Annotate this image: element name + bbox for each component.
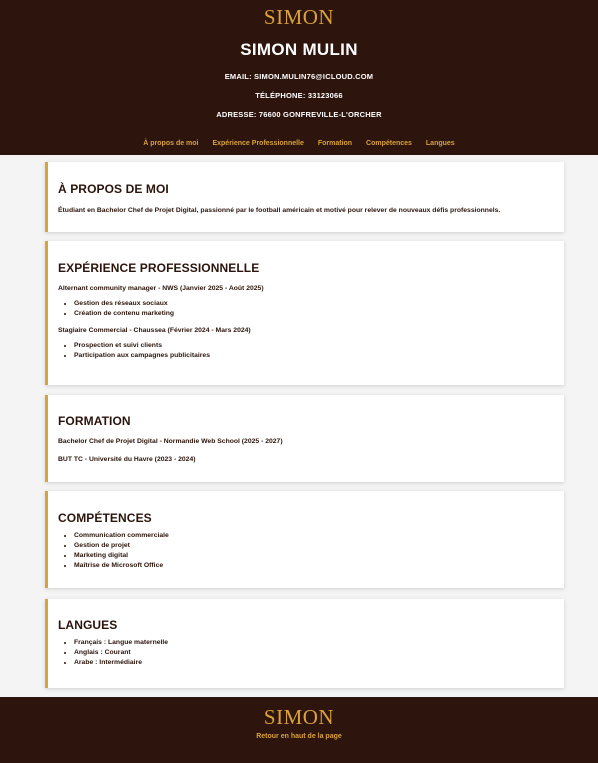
back-to-top-link[interactable]: Retour en haut de la page <box>256 733 342 740</box>
job-tasks <box>58 341 554 361</box>
contact-phone: TÉLÉPHONE: 33123066 <box>255 91 343 100</box>
section-title: À PROPOS DE MOI <box>58 182 169 196</box>
section-title: COMPÉTENCES <box>58 511 152 525</box>
list-item: • Communication commerciale <box>74 531 554 541</box>
section-skills <box>45 491 564 588</box>
profile-name: SIMON MULIN <box>240 40 358 59</box>
section-title: FORMATION <box>58 414 131 428</box>
list-item: • Gestion de projet <box>74 541 554 551</box>
list-item: • Gestion des réseaux sociaux <box>74 299 554 309</box>
list-item: • Prospection et suivi clients <box>74 341 554 351</box>
list-item: • Arabe : Intermédiaire <box>74 658 554 668</box>
nav-link-languages[interactable]: Langues <box>425 140 455 147</box>
footer-logo <box>0 697 598 727</box>
list-item: • Création de contenu marketing <box>74 309 554 319</box>
about-text: Étudiant en Bachelor Chef de Projet Digital, passionné par le football américain et motivé pour relever de nouveaux défis professionnels. <box>58 207 501 214</box>
job-tasks <box>58 299 554 319</box>
section-experience <box>45 241 564 385</box>
page-header <box>0 0 598 155</box>
list-item: • Participation aux campagnes publicitaires <box>74 351 554 361</box>
section-formation <box>45 395 564 482</box>
formation-item: Bachelor Chef de Projet Digital - Normandie Web School (2025 - 2027) <box>58 438 283 445</box>
nav-link-about[interactable]: À propos de moi <box>143 140 199 147</box>
list-item: • Anglais : Courant <box>74 648 554 658</box>
nav-link-experience[interactable]: Expérience Professionnelle <box>212 140 304 147</box>
contact-address: ADRESSE: 76600 GONFREVILLE-L'ORCHER <box>216 110 382 119</box>
contact-email: EMAIL: SIMON.MULIN76@ICLOUD.COM <box>224 72 374 81</box>
job-title: Stagiaire Commercial - Chaussea (Février 2024 - Mars 2024) <box>58 327 251 334</box>
list-item: • Maîtrise de Microsoft Office <box>74 561 554 571</box>
section-title: EXPÉRIENCE PROFESSIONNELLE <box>58 261 260 275</box>
nav-link-skills[interactable]: Compétences <box>366 140 412 147</box>
job-title: Alternant community manager - NWS (Janvier 2025 - Août 2025) <box>58 285 264 292</box>
list-item: • Français : Langue maternelle <box>74 638 554 648</box>
logo-text: SIMON <box>263 705 335 729</box>
logo <box>0 0 598 30</box>
section-languages <box>45 599 564 688</box>
section-title: LANGUES <box>58 618 118 632</box>
logo-text: SIMON <box>263 5 335 29</box>
languages-list <box>58 638 554 668</box>
formation-item: BUT TC - Université du Havre (2023 - 2024) <box>58 456 196 463</box>
skills-list <box>58 531 554 571</box>
main-nav <box>0 140 598 147</box>
section-about <box>45 162 564 232</box>
page-footer <box>0 697 598 763</box>
nav-link-formation[interactable]: Formation <box>317 140 353 147</box>
list-item: • Marketing digital <box>74 551 554 561</box>
